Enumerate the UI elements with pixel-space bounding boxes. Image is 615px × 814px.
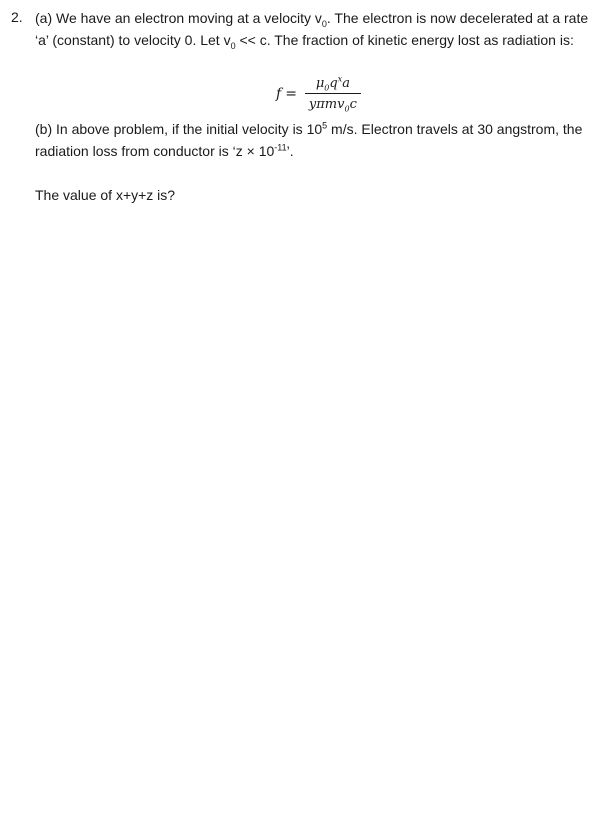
part-b-seg-3: ’. xyxy=(286,143,294,159)
part-b-seg-1: (b) In above problem, if the initial velocity is 10 xyxy=(35,121,323,137)
formula-equals: = xyxy=(285,86,297,102)
den-pre: yπmv xyxy=(308,97,345,112)
num-q-sup: x xyxy=(337,74,343,84)
formula-fraction xyxy=(305,76,361,112)
formula-numerator xyxy=(312,76,354,93)
num-a: a xyxy=(342,76,350,91)
part-a-sub-1: 0 xyxy=(321,18,327,29)
part-b-seg-2: m/s. Electron travels at 30 angstrom, the radiation loss from conductor is ‘z × 10 xyxy=(35,121,583,159)
final-question-text: The value of x+y+z is? xyxy=(35,187,176,203)
den-sub: 0 xyxy=(344,104,350,114)
formula-denominator xyxy=(305,94,361,112)
num-mu-sub: 0 xyxy=(324,83,330,93)
den-c: c xyxy=(349,97,357,112)
formula-lhs: f xyxy=(276,86,282,102)
part-a-seg-3: << c. The fraction of kinetic energy lost as radiation is: xyxy=(235,32,574,48)
part-a-seg-2: . The electron is now decelerated at a rate ‘a’ (constant) to velocity 0. Let v xyxy=(35,10,589,48)
part-a-seg-1: (a) We have an electron moving at a velocity v xyxy=(35,10,322,26)
part-a-text xyxy=(35,7,600,51)
question-number: 2. xyxy=(11,9,23,25)
part-a-sub-2: 0 xyxy=(230,40,236,51)
num-q: q xyxy=(329,76,338,91)
part-b-text xyxy=(35,118,600,162)
radiation-fraction-formula xyxy=(276,72,361,116)
num-mu: μ xyxy=(315,76,325,91)
part-b-sup-1: 5 xyxy=(322,120,328,131)
part-b-sup-2: -11 xyxy=(274,142,287,153)
